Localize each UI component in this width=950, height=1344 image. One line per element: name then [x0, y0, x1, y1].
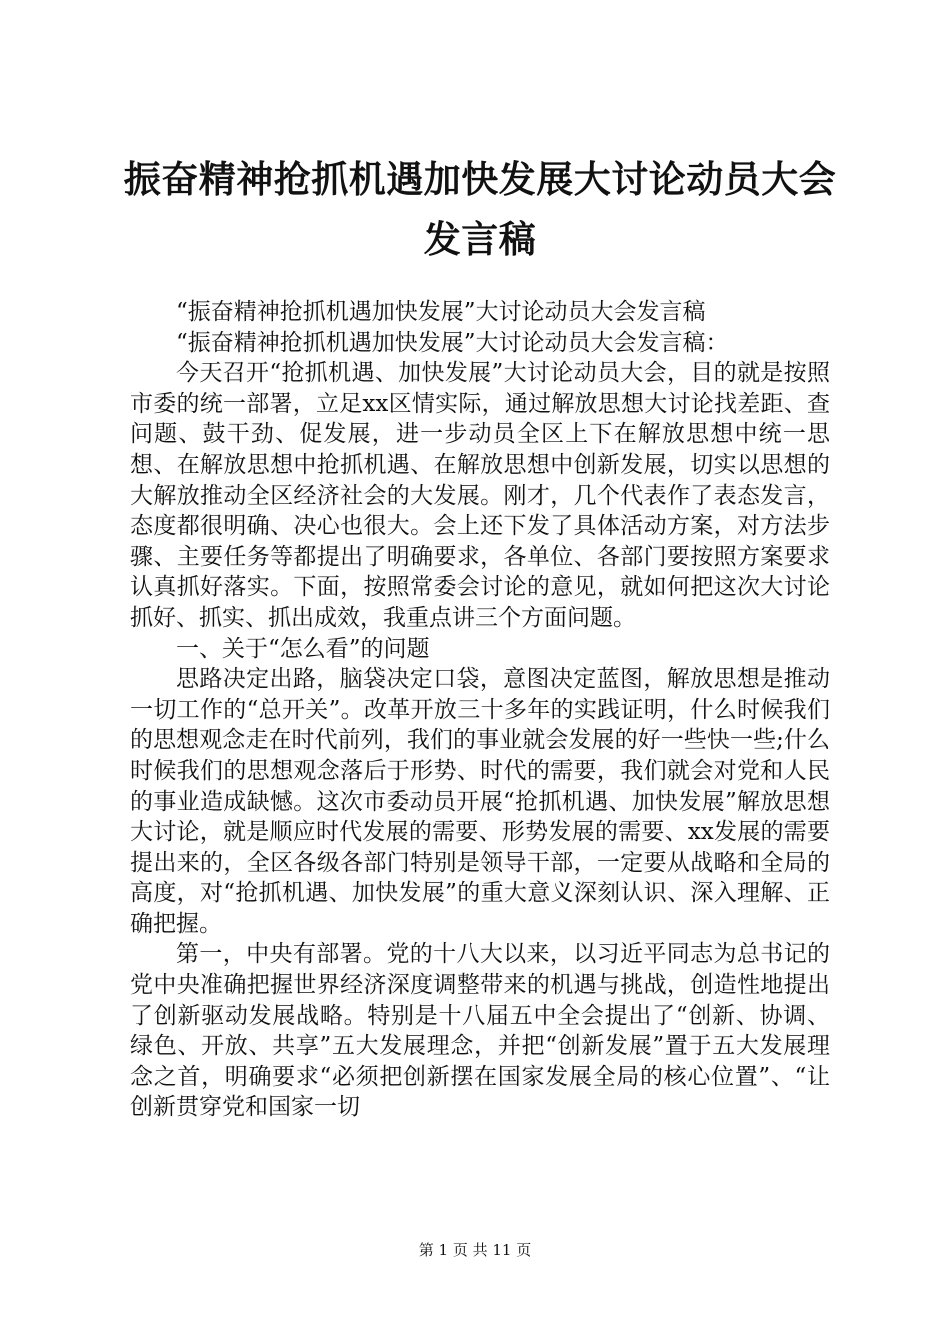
paragraph-point-1: 第一，中央有部署。党的十八大以来，以习近平同志为总书记的党中央准确把握世界经济深度调整带来的机遇与挑战，创造性地提出了创新驱动发展战略。特别是十八届五中全会提出了“创新、协调、绿色、开放、共享”五大发展理念，并把“创新发展”置于五大发展理念之首，明确要求“必须把创新摆在国家发展全局的核心位置”、“让创新贯穿党和国家一切 — [130, 941, 830, 1121]
paragraph-opening: 今天召开“抢抓机遇、加快发展”大讨论动员大会，目的就是按照市委的统一部署，立足xx区情实际，通过解放思想大讨论找差距、查问题、鼓干劲、促发展，进一步动员全区上下在解放思想中统一思想、在解放思想中抢抓机遇、在解放思想中创新发展，切实以思想的大解放推动全区经济社会的大发展。刚才，几个代表作了表态发言，态度都很明确、决心也很大。会上还下发了具体活动方案，对方法步骤、主要任务等都提出了明确要求，各单位、各部门要按照方案要求认真抓好落实。下面，按照常委会讨论的意见，就如何把这次大讨论抓好、抓实、抓出成效，我重点讲三个方面问题。 — [130, 360, 830, 631]
document-body — [130, 297, 830, 1123]
paragraph-subtitle-repeat: “振奋精神抢抓机遇加快发展”大讨论动员大会发言稿： — [176, 329, 729, 356]
document-title: 振奋精神抢抓机遇加快发展大讨论动员大会发言稿 — [123, 158, 837, 261]
paragraph-section-1: 思路决定出路，脑袋决定口袋，意图决定蓝图，解放思想是推动一切工作的“总开关”。改革开放三十多年的实践证明，什么时候我们的思想观念走在时代前列，我们的事业就会发展的好一些快一些;什么时候我们的思想观念落后于形势、时代的需要，我们就会对党和人民的事业造成缺憾。这次市委动员开展“抢抓机遇、加快发展”解放思想大讨论，就是顺应时代发展的需要、形势发展的需要、xx发展的需要提出来的，全区各级各部门特别是领导干部，一定要从战略和全局的高度，对“抢抓机遇、加快发展”的重大意义深刻认识、深入理解、正确把握。 — [130, 666, 830, 937]
section-heading-1: 一、关于“怎么看”的问题 — [176, 635, 430, 662]
page-number-footer: 第 1 页 共 11 页 — [418, 1241, 532, 1259]
paragraph-subtitle: “振奋精神抢抓机遇加快发展”大讨论动员大会发言稿 — [176, 299, 706, 325]
